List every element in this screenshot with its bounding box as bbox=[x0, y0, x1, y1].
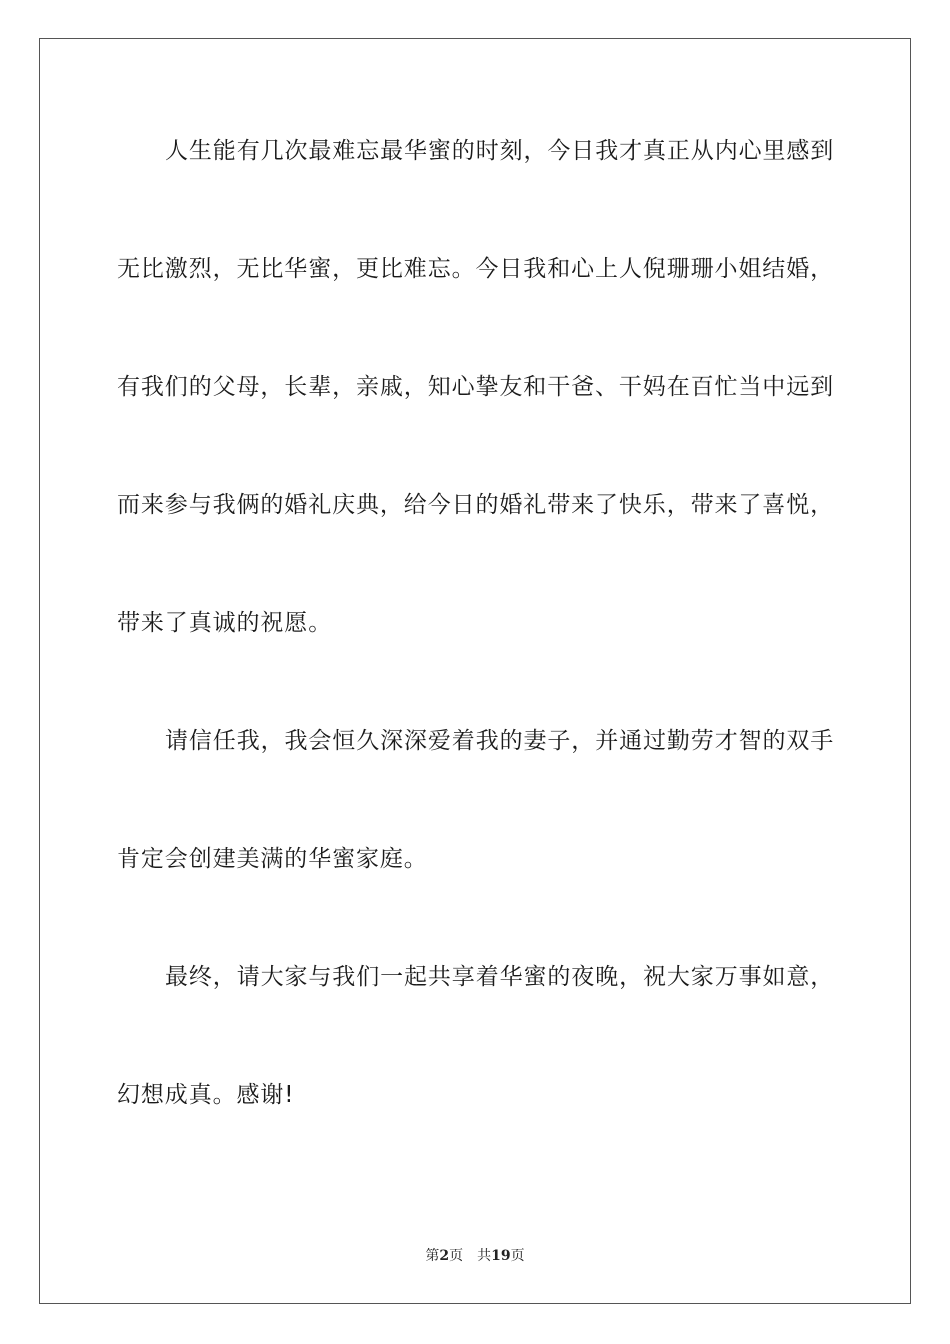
page-number: 第2页 bbox=[425, 1248, 464, 1264]
paragraph-2-line-2: 肯定会创建美满的华蜜家庭。 bbox=[117, 846, 428, 872]
paragraph-3-line-2: 幻想成真。感谢! bbox=[117, 1082, 295, 1108]
paragraph-1-line-2: 无比激烈，无比华蜜，更比难忘。今日我和心上人倪珊珊小姐结婚， bbox=[117, 256, 834, 282]
paragraph-3-line-1: 最终，请大家与我们一起共享着华蜜的夜晚，祝大家万事如意， bbox=[165, 964, 835, 990]
page-footer bbox=[0, 1247, 950, 1265]
paragraph-2-line-1: 请信任我，我会恒久深深爱着我的妻子，并通过勤劳才智的双手 bbox=[165, 728, 835, 754]
page-frame bbox=[39, 38, 911, 1304]
paragraph-1-line-3: 有我们的父母，长辈，亲戚，知心挚友和干爸、干妈在百忙当中远到 bbox=[117, 374, 834, 400]
paragraph-1-line-4: 而来参与我俩的婚礼庆典，给今日的婚礼带来了快乐，带来了喜悦， bbox=[117, 492, 834, 518]
paragraph-1-line-5: 带来了真诚的祝愿。 bbox=[117, 610, 333, 636]
total-pages: 共19页 bbox=[477, 1248, 525, 1264]
paragraph-1-line-1: 人生能有几次最难忘最华蜜的时刻，今日我才真正从内心里感到 bbox=[165, 138, 835, 164]
